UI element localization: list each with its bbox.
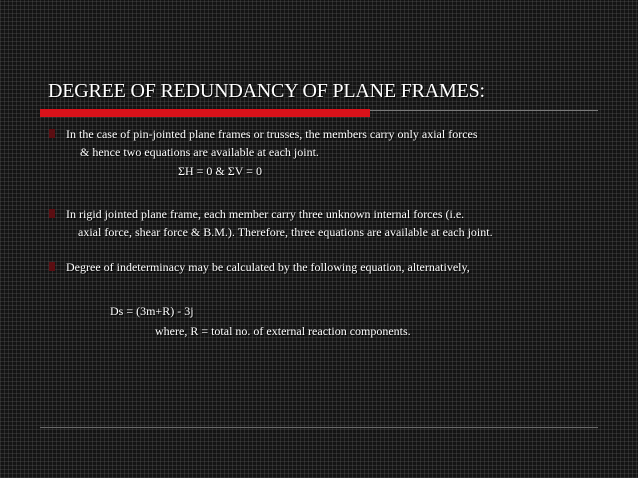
bullet-marker [49, 209, 55, 218]
bottom-divider [40, 427, 598, 428]
paragraph-rigid-jointed [66, 205, 606, 241]
formula-where-note: where, R = total no. of external reaction components. [155, 324, 411, 338]
equilibrium-equations: ΣH = 0 & ΣV = 0 [178, 164, 262, 178]
paragraph-line: Degree of indeterminacy may be calculated by the following equation, alternatively, [66, 260, 470, 274]
paragraph-indeterminacy [66, 258, 606, 276]
paragraph-line: axial force, shear force & B.M.). Therefore, three equations are available at each joint. [78, 225, 493, 239]
bullet-marker [49, 129, 55, 138]
paragraph-pin-jointed [66, 125, 606, 161]
bullet-marker [49, 262, 55, 271]
slide-title: DEGREE OF REDUNDANCY OF PLANE FRAMES: [48, 80, 485, 102]
paragraph-line: In the case of pin-jointed plane frames or trusses, the members carry only axial forces [66, 127, 478, 141]
title-underline-grey [370, 110, 598, 111]
paragraph-line: In rigid jointed plane frame, each member carry three unknown internal forces (i.e. [66, 207, 465, 221]
title-underline-red [40, 109, 370, 117]
indeterminacy-formula: Ds = (3m+R) - 3j [110, 304, 194, 318]
paragraph-line: & hence two equations are available at each joint. [80, 145, 319, 159]
